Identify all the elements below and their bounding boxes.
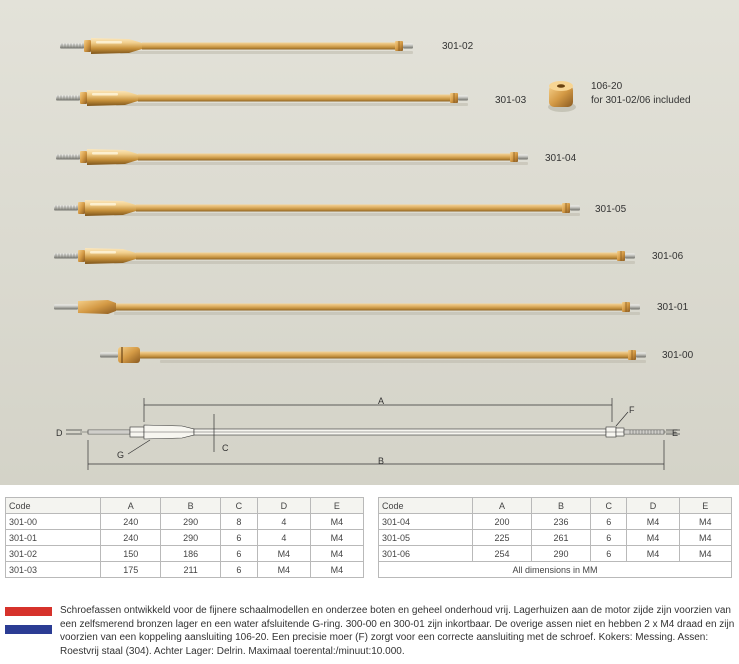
table-cell: 301-04 [379,514,473,530]
housing-nut-301-05 [78,202,85,214]
shaft-label-301-02: 301-02 [442,41,474,52]
housing-nut-301-04 [80,151,87,163]
table-cell: 290 [161,530,221,546]
nut-note: for 301-02/06 included [591,95,691,106]
nut-caption [591,80,691,108]
shaft-tube-301-03 [138,95,450,102]
table-cell: 254 [472,546,531,562]
table-cell: 301-05 [379,530,473,546]
dim-letter-f: F [629,405,635,415]
table-cell: 225 [472,530,531,546]
shaft-label-301-00: 301-00 [662,350,694,361]
housing-nut-301-03 [80,92,87,104]
col-header: C [591,498,627,514]
table-row [6,562,364,578]
shaft-tip-301-02 [403,44,413,49]
table-note: All dimensions in MM [379,562,732,578]
table-cell: 6 [591,546,627,562]
housing-highlight-301-04 [92,152,118,155]
shaft-tube-301-04 [138,154,510,161]
table-cell: M4 [627,514,679,530]
table-cell: 211 [161,562,221,578]
col-header: Code [6,498,101,514]
table-cell: M4 [679,546,731,562]
dutch-flag-icon [5,607,52,634]
table-cell: M4 [257,546,310,562]
dim-letter-a: A [378,396,385,406]
table-row [379,546,732,562]
table-cell: 236 [532,514,591,530]
table-cell: 6 [221,562,258,578]
shaft-stub-301-00 [100,353,118,358]
table-cell: 301-01 [6,530,101,546]
flag-stripe-white [5,616,52,625]
shaft-tube-301-05 [136,205,562,212]
table-cell: M4 [257,562,310,578]
table-cell: 301-02 [6,546,101,562]
shaft-shadow-301-02 [120,51,413,54]
housing-nut-301-06 [78,250,85,262]
shaft-label-301-01: 301-01 [657,302,689,313]
table-header-row [379,498,732,514]
table-cell: M4 [627,530,679,546]
table-cell: 6 [221,546,258,562]
shaft-tip-301-04 [518,155,528,160]
table-note-row [379,562,732,578]
table-cell: M4 [310,514,363,530]
shaft-stub-301-04 [56,155,80,160]
col-header: B [161,498,221,514]
housing-ring-301-00 [121,347,123,363]
flag-stripe-blue [5,625,52,634]
col-header: D [627,498,679,514]
table-row [379,514,732,530]
table-cell: M4 [310,530,363,546]
table-cell: 150 [101,546,161,562]
table-row [6,546,364,562]
table-cell: M4 [627,546,679,562]
shaft-stub-301-02 [60,44,84,49]
table-header-row [6,498,364,514]
col-header: A [472,498,531,514]
shaft-tip-301-05 [570,206,580,211]
shaft-tip-301-00 [636,353,646,358]
shaft-label-301-04: 301-04 [545,153,577,164]
dim-letter-c: C [222,443,229,453]
table-row [6,514,364,530]
shaft-tube-301-02 [142,43,395,50]
table-cell: M4 [310,546,363,562]
table-cell: M4 [679,530,731,546]
col-header: D [257,498,310,514]
spec-table-right [378,497,732,578]
table-cell: 6 [591,530,627,546]
col-header: B [532,498,591,514]
flag-stripe-red [5,607,52,616]
shaft-shadow-301-03 [116,103,468,106]
leader-line-g [128,440,150,454]
housing-highlight-301-03 [92,93,118,96]
table-cell: 4 [257,530,310,546]
table-cell: 301-00 [6,514,101,530]
table-cell: 261 [532,530,591,546]
shaft-shadow-301-04 [116,162,528,165]
dim-letter-d: D [56,428,63,438]
leader-line-f [616,412,628,426]
shaft-tip-301-01 [630,305,640,310]
table-cell: 290 [532,546,591,562]
col-header: A [101,498,161,514]
col-header: E [679,498,731,514]
spec-table-left [5,497,364,578]
table-cell: 240 [101,514,161,530]
shaft-stub-301-01 [54,305,78,310]
housing-highlight-301-05 [90,203,116,206]
coupling-nut-hole [557,84,565,88]
table-row [6,530,364,546]
table-cell: M4 [679,514,731,530]
dim-letter-b: B [378,456,385,466]
table-cell: M4 [310,562,363,578]
shaft-shadow-301-06 [114,261,635,264]
table-cell: 8 [221,514,258,530]
shaft-tip-301-03 [458,96,468,101]
housing-301-01 [78,300,116,314]
shaft-stub-301-03 [56,96,80,101]
shaft-shadow-301-01 [114,312,640,315]
shaft-shadow-301-05 [114,213,580,216]
shaft-stub-301-05 [54,206,78,211]
table-cell: 6 [591,514,627,530]
table-cell: 301-03 [6,562,101,578]
table-cell: 4 [257,514,310,530]
shaft-tube-301-01 [116,304,622,311]
dim-letter-g: G [117,450,125,460]
table-cell: 240 [101,530,161,546]
col-header: E [310,498,363,514]
table-cell: 200 [472,514,531,530]
housing-highlight-301-06 [90,251,116,254]
nut-code: 106-20 [591,81,623,92]
table-cell: 175 [101,562,161,578]
shaft-shadow-301-00 [160,360,646,363]
table-cell: 301-06 [379,546,473,562]
shaft-tube-301-00 [140,352,628,359]
shaft-tip-301-06 [625,254,635,259]
shaft-stub-301-06 [54,254,78,259]
housing-nut-301-02 [84,40,91,52]
table-cell: 290 [161,514,221,530]
col-header: Code [379,498,473,514]
table-row [379,530,732,546]
shaft-label-301-05: 301-05 [595,204,627,215]
table-cell: 186 [161,546,221,562]
col-header: C [221,498,258,514]
product-description: Schroefassen ontwikkeld voor de fijnere schaalmodellen en onderzee boten en geheel onderhoud vrij. Lagerhuizen aan de motor zijde zijn voorzien van een zelfsmerend bronzen lager en een water afsluitende G-ring. 300-00 en 300-01 zijn inkortbaar. De overige assen niet en hebben 2 x M4 draad en zijn voorzien van een koppeling aansluiting 106-20. Een precisie moer (F) zorgt voor een correcte aansluiting met de schroef. Kokers: Messing. Assen: Roestvrij staal (304). Achter Lager: Delrin. Maximaal toerental:/minuut:10.000. [60,605,735,657]
shaft-label-301-03: 301-03 [495,95,527,106]
housing-highlight-301-02 [96,41,122,44]
table-cell: 6 [221,530,258,546]
dim-letter-e: E [672,428,679,438]
shaft-label-301-06: 301-06 [652,251,684,262]
shaft-tube-301-06 [136,253,617,260]
